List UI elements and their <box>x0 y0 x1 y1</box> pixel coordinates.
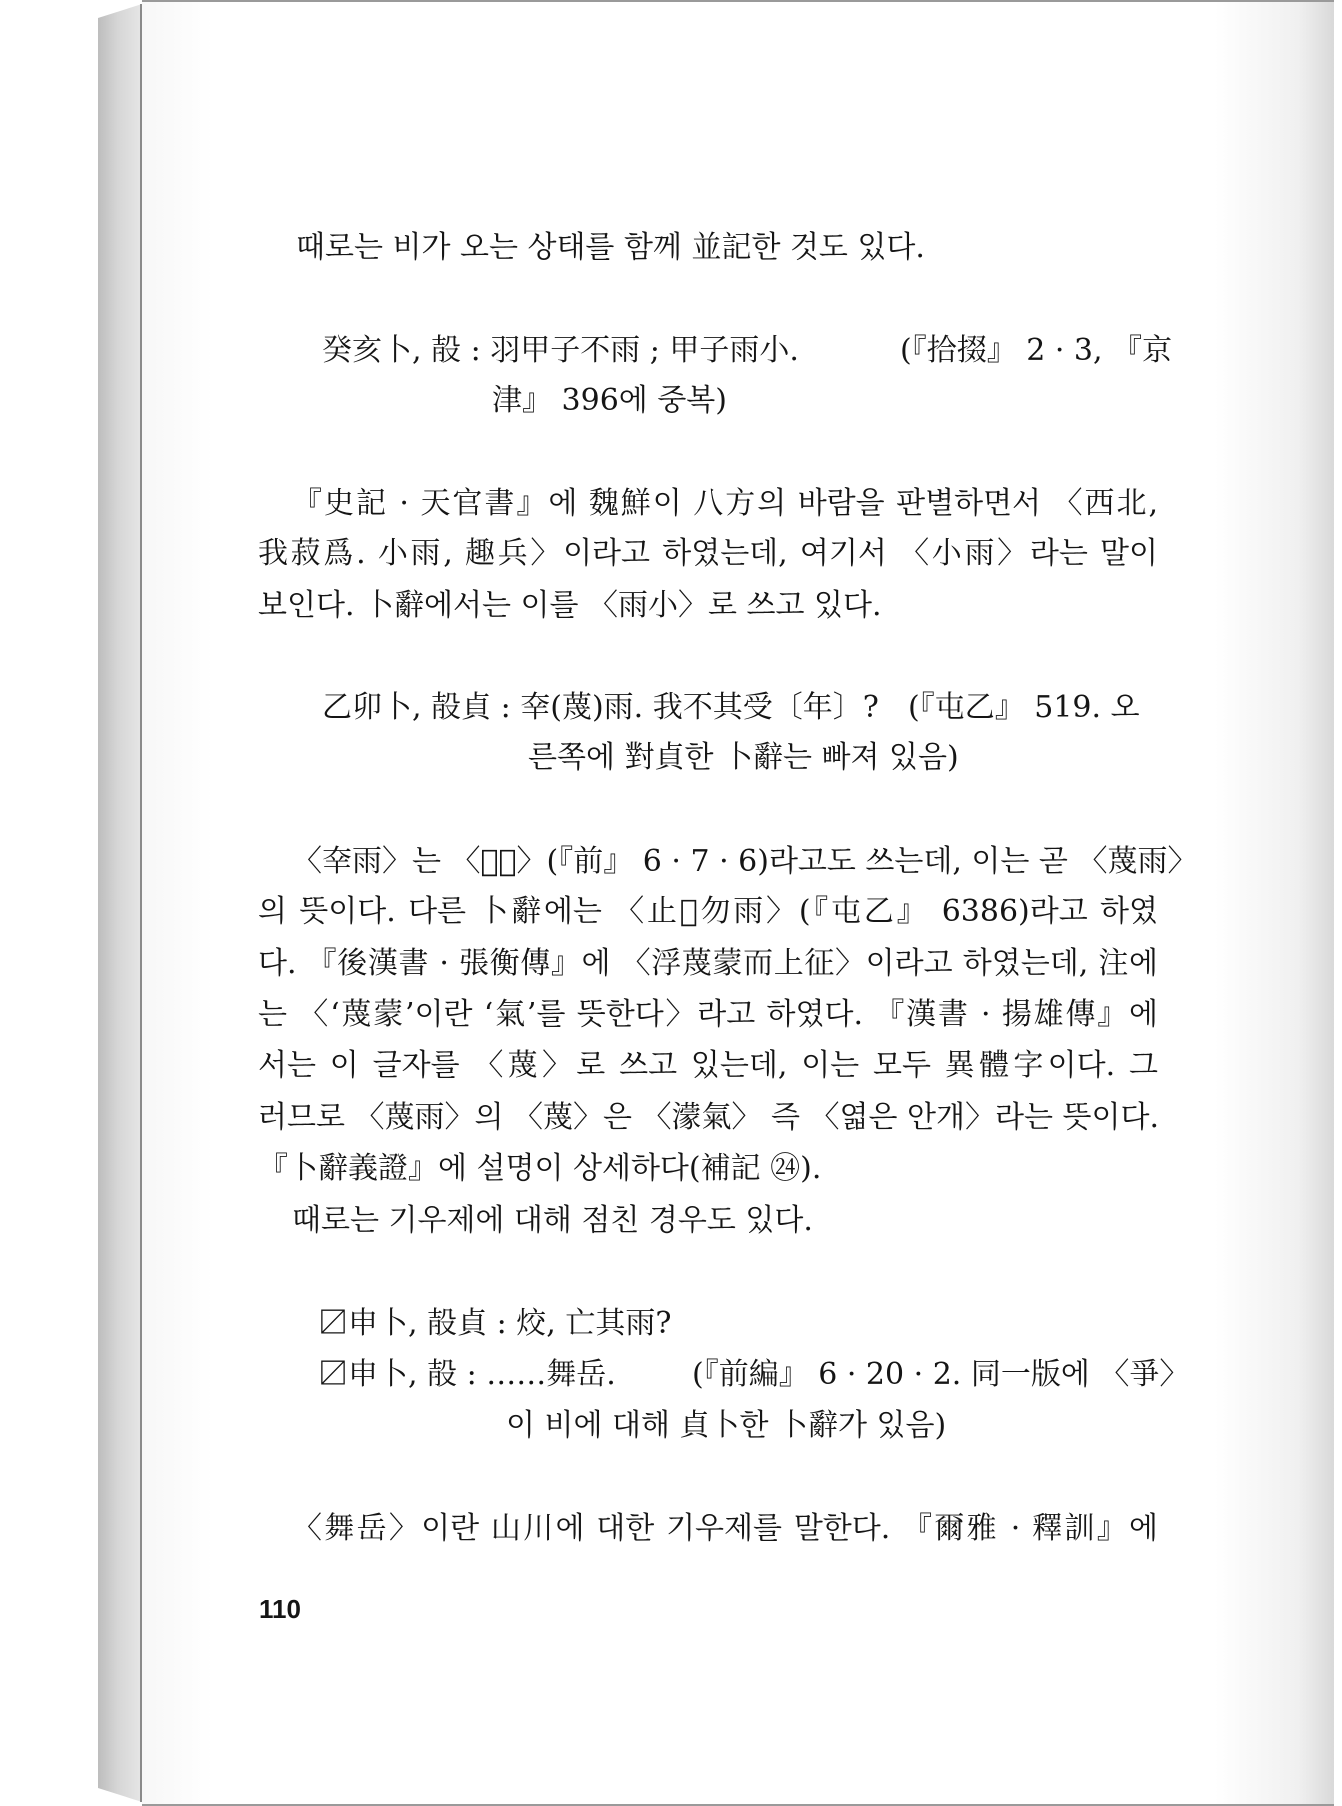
citation-2b: 른쪽에 對貞한 卜辭는 빠져 있음) <box>528 740 959 775</box>
citation-2a: (『屯乙』 519. 오 <box>908 690 1140 725</box>
oracle-inscription-1: 癸亥卜, 㱿 : 羽甲子不雨 ; 甲子雨小. <box>322 333 799 368</box>
body-line-6: 의 뜻이다. 다른 卜辭에는 〈止𩂷勿雨〉(『屯乙』 6386)라고 하였 <box>258 894 1158 929</box>
body-line-10: 러므로 〈蔑雨〉의 〈蔑〉은 〈濛氣〉 즉 〈엷은 안개〉라는 뜻이다. <box>258 1100 1159 1135</box>
body-line-13: 〈舞岳〉이란 山川에 대한 기우제를 말한다. 『爾雅 · 釋訓』에 <box>292 1511 1158 1546</box>
body-line-3: 我菽爲. 小雨, 趣兵〉이라고 하였는데, 여기서 〈小雨〉라는 말이 <box>258 536 1158 571</box>
page-number: 110 <box>259 1594 301 1624</box>
citation-1a: (『拾掇』 2 · 3, 『京 <box>900 333 1173 368</box>
oracle-inscription-3: 〼申卜, 㱿貞 : 烄, 亡其雨? <box>318 1306 672 1341</box>
citation-3b: 이 비에 대해 貞卜한 卜辭가 있음) <box>506 1408 947 1443</box>
citation-1b: 津』 396에 중복) <box>492 383 727 418</box>
body-line-7: 다. 『後漢書 · 張衡傳』에 〈浮蔑蒙而上征〉이라고 하였는데, 注에 <box>258 946 1158 981</box>
body-line-1: 때로는 비가 오는 상태를 함께 並記한 것도 있다. <box>296 230 925 265</box>
body-line-11: 『卜辭義證』에 설명이 상세하다(補記 ㉔). <box>258 1151 822 1186</box>
body-line-2: 『史記 · 天官書』에 魏鮮이 八方의 바람을 판별하면서 〈西北, <box>292 486 1158 521</box>
body-line-9: 서는 이 글자를 〈蔑〉로 쓰고 있는데, 이는 모두 異體字이다. 그 <box>258 1048 1158 1083</box>
book-spine <box>98 4 142 1802</box>
oracle-inscription-4: 〼申卜, 㱿 : ……舞岳. <box>318 1357 616 1392</box>
oracle-inscription-2: 乙卯卜, 㱿貞 : 㚔(蔑)雨. 我不其受〔年〕? <box>322 690 879 725</box>
body-line-4: 보인다. 卜辭에서는 이를 〈雨小〉로 쓰고 있다. <box>258 588 882 623</box>
body-line-8: 는 〈‘蔑蒙’이란 ‘氣’를 뜻한다〉라고 하였다. 『漢書 · 揚雄傳』에 <box>258 997 1158 1032</box>
body-line-12: 때로는 기우제에 대해 점친 경우도 있다. <box>292 1203 813 1238</box>
body-line-5: 〈㚔雨〉는 〈𩂷雨〉(『前』 6 · 7 · 6)라고도 쓰는데, 이는 곧 〈蔑雨〉 <box>292 844 1198 879</box>
citation-3a: (『前編』 6 · 20 · 2. 同一版에 〈爭〉 <box>692 1357 1190 1392</box>
